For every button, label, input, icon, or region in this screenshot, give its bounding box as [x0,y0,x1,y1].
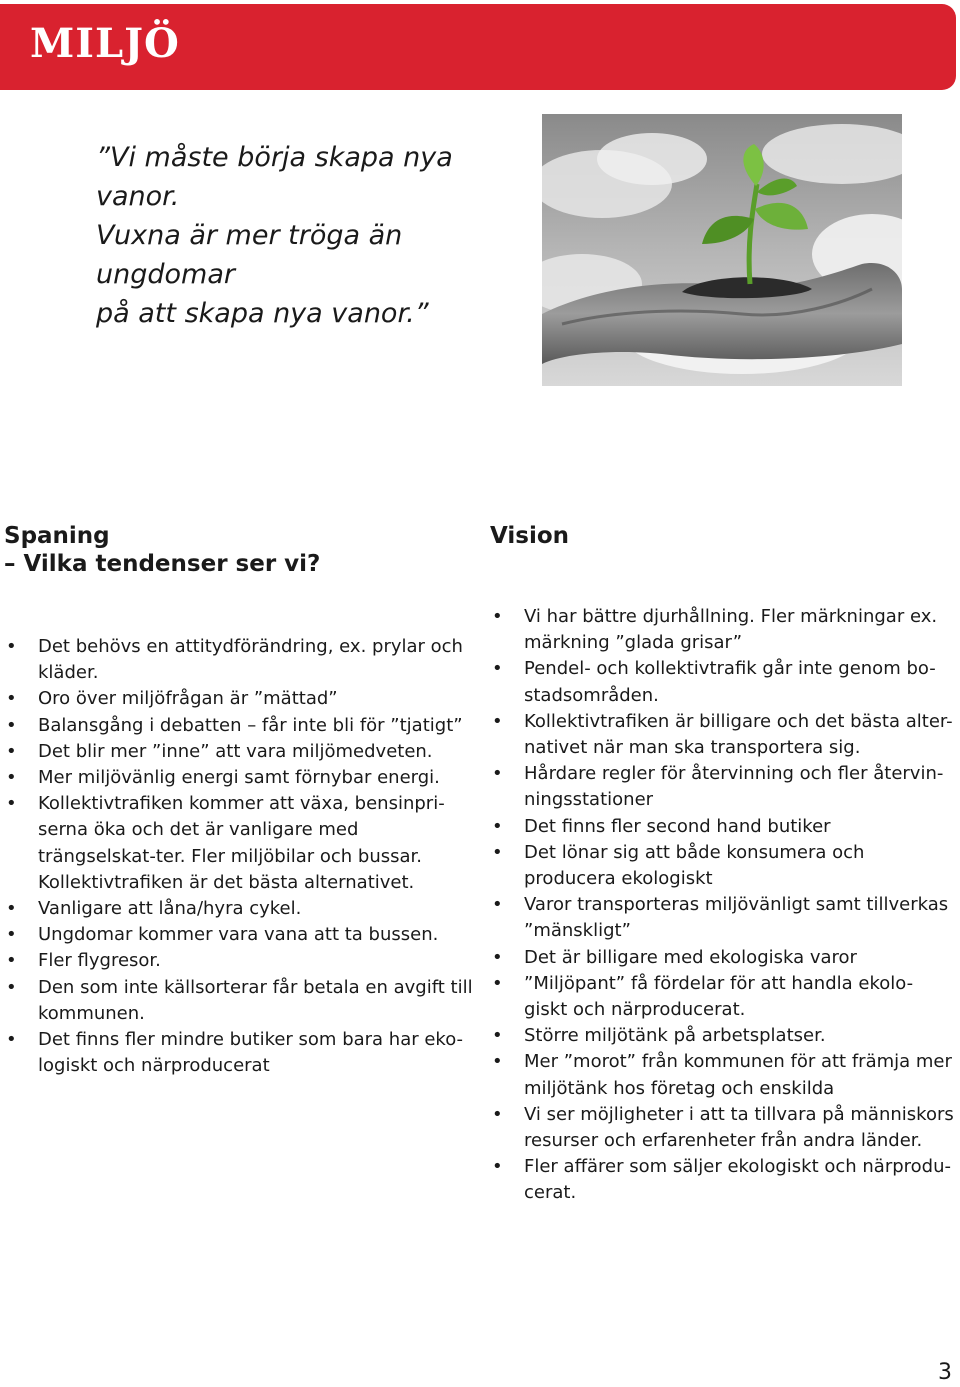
list-item: • Hårdare regler för återvinning och fler återvin-ningsstationer [490,761,956,813]
list-item: • Fler flygresor. [4,948,474,974]
list-item: • ”Miljöpant” få fördelar för att handla ekolo-giskt och närproducerat. [490,971,956,1023]
quote-line: ”Vi måste börja skapa nya vanor. [96,142,453,212]
list-item: • Större miljötänk på arbetsplatser. [490,1023,956,1049]
list-item: • Vi har bättre djurhållning. Fler märkningar ex. märkning ”glada grisar” [490,604,956,656]
list-item: • Det finns fler mindre butiker som bara har eko-logiskt och närproducerat [4,1027,474,1079]
list-item: • Det är billigare med ekologiska varor [490,945,956,971]
list-item: • Mer miljövänlig energi samt förnybar energi. [4,765,474,791]
quote-line: på att skapa nya vanor.” [96,298,429,329]
pull-quote [96,138,536,333]
list-item: • Vanligare att låna/hyra cykel. [4,896,474,922]
vision-heading: Vision [490,523,570,549]
list-item: • Ungdomar kommer vara vana att ta bussen. [4,922,474,948]
quote-line: Vuxna är mer tröga än ungdomar [96,220,403,290]
page-title: MILJÖ [30,20,180,67]
list-item: • Fler affärer som säljer ekologiskt och närprodu-cerat. [490,1154,956,1206]
spaning-heading-subtitle: – Vilka tendenser ser vi? [4,551,321,577]
list-item: • Mer ”morot” från kommunen för att främja mer miljötänk hos företag och enskilda [490,1049,956,1101]
list-item: • Varor transporteras miljövänligt samt tillverkas ”mänskligt” [490,892,956,944]
page-number: 3 [938,1360,952,1385]
list-item: • Det behövs en attitydförändring, ex. prylar och kläder. [4,634,474,686]
list-item: • Vi ser möjligheter i att ta tillvara på människors resurser och erfarenheter från andra länder. [490,1102,956,1154]
spaning-heading [4,522,320,578]
list-item: • Pendel- och kollektivtrafik går inte genom bo-stadsområden. [490,656,956,708]
list-item: • Det blir mer ”inne” att vara miljömedveten. [4,739,474,765]
header-bar [0,4,956,90]
list-item: • Oro över miljöfrågan är ”mättad” [4,686,474,712]
vision-list [490,604,956,1207]
list-item: • Kollektivtrafiken är billigare och det bästa alter-nativet när man ska transportera sig. [490,709,956,761]
spaning-heading-title: Spaning [4,523,110,549]
list-item: • Kollektivtrafiken kommer att växa, bensinpri-serna öka och det är vanligare med trängselskat-ter. Fler miljöbilar och bussar. Kollektivtrafiken är det bästa alternativet. [4,791,474,896]
list-item: • Det finns fler second hand butiker [490,814,956,840]
spaning-list [4,634,474,1079]
plant-in-hands-photo [542,114,902,386]
list-item: • Den som inte källsorterar får betala en avgift till kommunen. [4,975,474,1027]
list-item: • Balansgång i debatten – får inte bli för ”tjatigt” [4,713,474,739]
list-item: • Det lönar sig att både konsumera och producera ekologiskt [490,840,956,892]
